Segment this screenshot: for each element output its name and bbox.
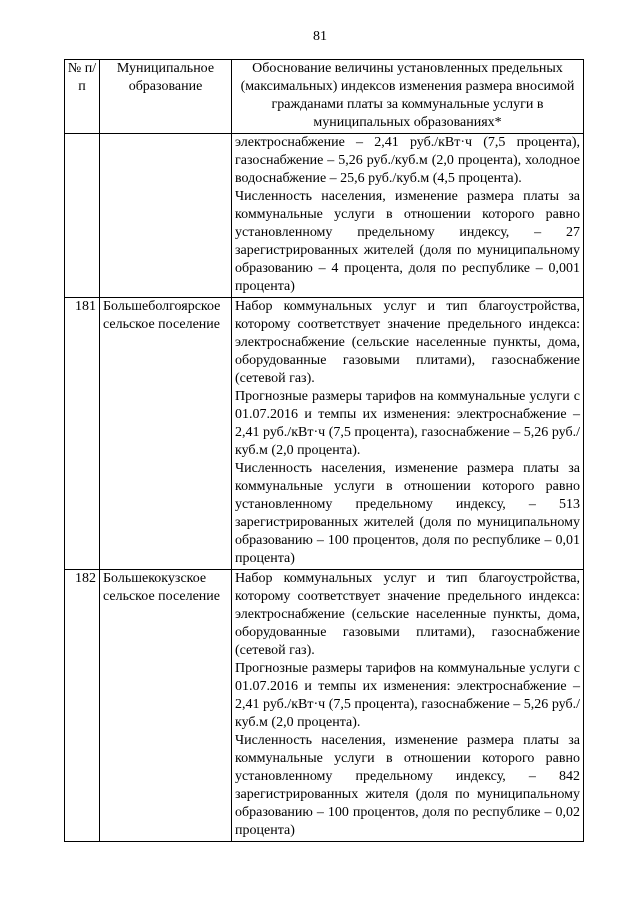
justification-paragraph: Набор коммунальных услуг и тип благоустройства, которому соответствует значение предельного индекса: электроснабжение (сельские населенные пункты, дома, оборудованные газовыми плитами), газоснабжение (сетевой газ).	[235, 299, 580, 386]
justification-paragraph: Набор коммунальных услуг и тип благоустройства, которому соответствует значение предельного индекса: электроснабжение (сельские населенные пункты, дома, оборудованные газовыми плитами), газоснабжение (сетевой газ).	[235, 571, 580, 658]
row-number: 181	[65, 298, 100, 570]
justification-cell	[232, 298, 584, 570]
row-number	[65, 134, 100, 298]
header-municipality: Муниципальное образование	[100, 60, 232, 134]
justification-paragraph: Численность населения, изменение размера платы за коммунальные услуги в отношении которого равно установленному предельному индексу, – 842 зарегистрированных жителя (доля по муниципальному образованию – 100 процентов, доля по республике – 0,02 процента)	[235, 733, 580, 838]
table-row	[65, 570, 584, 842]
table-row	[65, 134, 584, 298]
header-justification: Обоснование величины установленных предельных (максимальных) индексов изменения размера вносимой гражданами платы за коммунальные услуги в муниципальных образованиях*	[232, 60, 584, 134]
tariff-justification-table	[64, 59, 584, 842]
table-header-row	[65, 60, 584, 134]
row-number: 182	[65, 570, 100, 842]
justification-paragraph: Численность населения, изменение размера платы за коммунальные услуги в отношении которого равно установленному предельному индексу, – 513 зарегистрированных жителей (доля по муниципальному образованию – 100 процентов, доля по республике – 0,01 процента)	[235, 461, 580, 566]
municipality-name	[100, 134, 232, 298]
header-number: № п/п	[65, 60, 100, 134]
justification-cell	[232, 570, 584, 842]
municipality-name: Большеболгоярское сельское поселение	[100, 298, 232, 570]
justification-paragraph: Прогнозные размеры тарифов на коммунальные услуги с 01.07.2016 и темпы их изменения: электроснабжение – 2,41 руб./кВт·ч (7,5 процента), газоснабжение – 5,26 руб./куб.м (2,0 процента).	[235, 389, 580, 458]
justification-paragraph: Прогнозные размеры тарифов на коммунальные услуги с 01.07.2016 и темпы их изменения: электроснабжение – 2,41 руб./кВт·ч (7,5 процента), газоснабжение – 5,26 руб./куб.м (2,0 процента).	[235, 661, 580, 730]
justification-cell	[232, 134, 584, 298]
table-row	[65, 298, 584, 570]
justification-paragraph: Численность населения, изменение размера платы за коммунальные услуги в отношении которого равно установленному предельному индексу, – 27 зарегистрированных жителей (доля по муниципальному образованию – 4 процента, доля по республике – 0,001 процента)	[235, 189, 580, 294]
municipality-name: Большекокузское сельское поселение	[100, 570, 232, 842]
page-number: 81	[313, 29, 327, 44]
justification-paragraph: электроснабжение – 2,41 руб./кВт·ч (7,5 процента), газоснабжение – 5,26 руб./куб.м (2,0 процента), холодное водоснабжение – 25,6 руб./куб.м (4,5 процента).	[235, 135, 580, 186]
